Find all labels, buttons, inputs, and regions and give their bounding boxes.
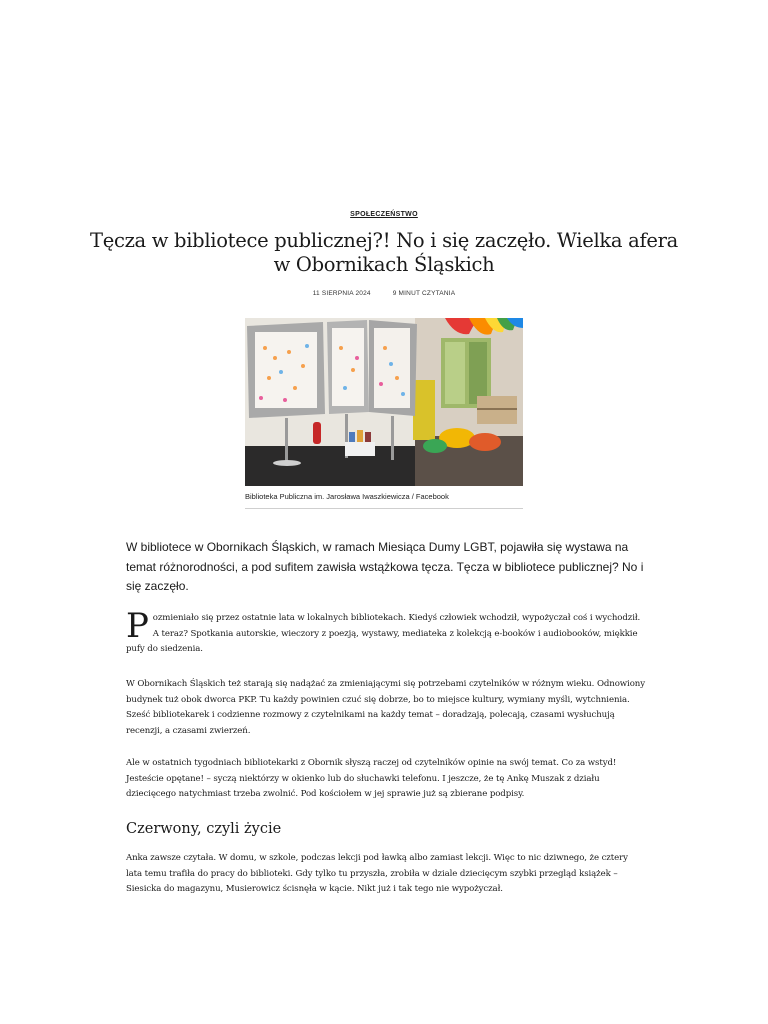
paragraph-1 (126, 606, 646, 658)
drop-cap: P (126, 606, 149, 646)
article-photo (245, 318, 523, 486)
category-link[interactable]: SPOŁECZEŃSTWO (350, 211, 418, 218)
section-heading: Czerwony, czyli życie (126, 821, 282, 837)
paragraph-2: W Obornikach Śląskich też starają się nadążać za zmieniającymi się potrzebami czytelników w różnym wieku. Odnowiony budynek tuż obok dworca PKP. Tu każdy powinien czuć się dobrze, bo to miejsce kultury, wymiany myśli, wytchnienia. Sześć bibliotekarek i codzienne rozmowy z czytelnikami na każdy temat – doradzają, polecają, czasami wysłuchują recenzji, a czasami zwierzeń. (126, 679, 645, 736)
paragraph-1-text: ozmieniało się przez ostatnie lata w lokalnych bibliotekach. Kiedyś człowiek wchodził, wypożyczał coś i wychodził. A teraz? Spotkania autorskie, wieczory z poezją, wystawy, mediateka z kolekcją e-booków i audiobooków, miękkie pufy do siedzenia. (126, 613, 641, 654)
image-caption: Biblioteka Publiczna im. Jarosława Iwaszkiewicza / Facebook (245, 492, 449, 501)
article-meta (0, 290, 768, 297)
caption-divider (245, 508, 523, 509)
article-lead: W bibliotece w Obornikach Śląskich, w ramach Miesiąca Dumy LGBT, pojawiła się wystawa na temat różnorodności, a pod sufitem zawisła wstążkowa tęcza. Tęcza w bibliotece publicznej? No i się zaczęło. (126, 540, 644, 593)
article-title: Tęcza w bibliotece publicznej?! No i się zaczęło. Wielka afera w Obornikach Śląskich (90, 229, 678, 276)
publish-date: 11 SIERPNIA 2024 (312, 290, 371, 297)
paragraph-4: Anka zawsze czytała. W domu, w szkole, podczas lekcji pod ławką albo zamiast lekcji. Więc to nic dziwnego, że cztery lata temu trafiła do pracy do biblioteki. Gdy tylko tu przyszła, zrobiła w dziale dziecięcym szybki przegląd książek – Siesicka do magazynu, Musierowicz ścisnęła w kącie. Nikt już i tak tego nie wypożyczał. (126, 853, 628, 894)
paragraph-3: Ale w ostatnich tygodniach bibliotekarki z Obornik słyszą raczej od czytelników opinie na swój temat. Co za wstyd! Jesteście opętane! – syczą niektórzy w okienko lub do słuchawki telefonu. I jeszcze, że tę Ankę Muszak z działu dziecięcego natychmiast trzeba zwolnić. Pod kościołem w jej sprawie już są zbierane podpisy. (126, 758, 617, 799)
read-time: 9 MINUT CZYTANIA (392, 290, 456, 297)
